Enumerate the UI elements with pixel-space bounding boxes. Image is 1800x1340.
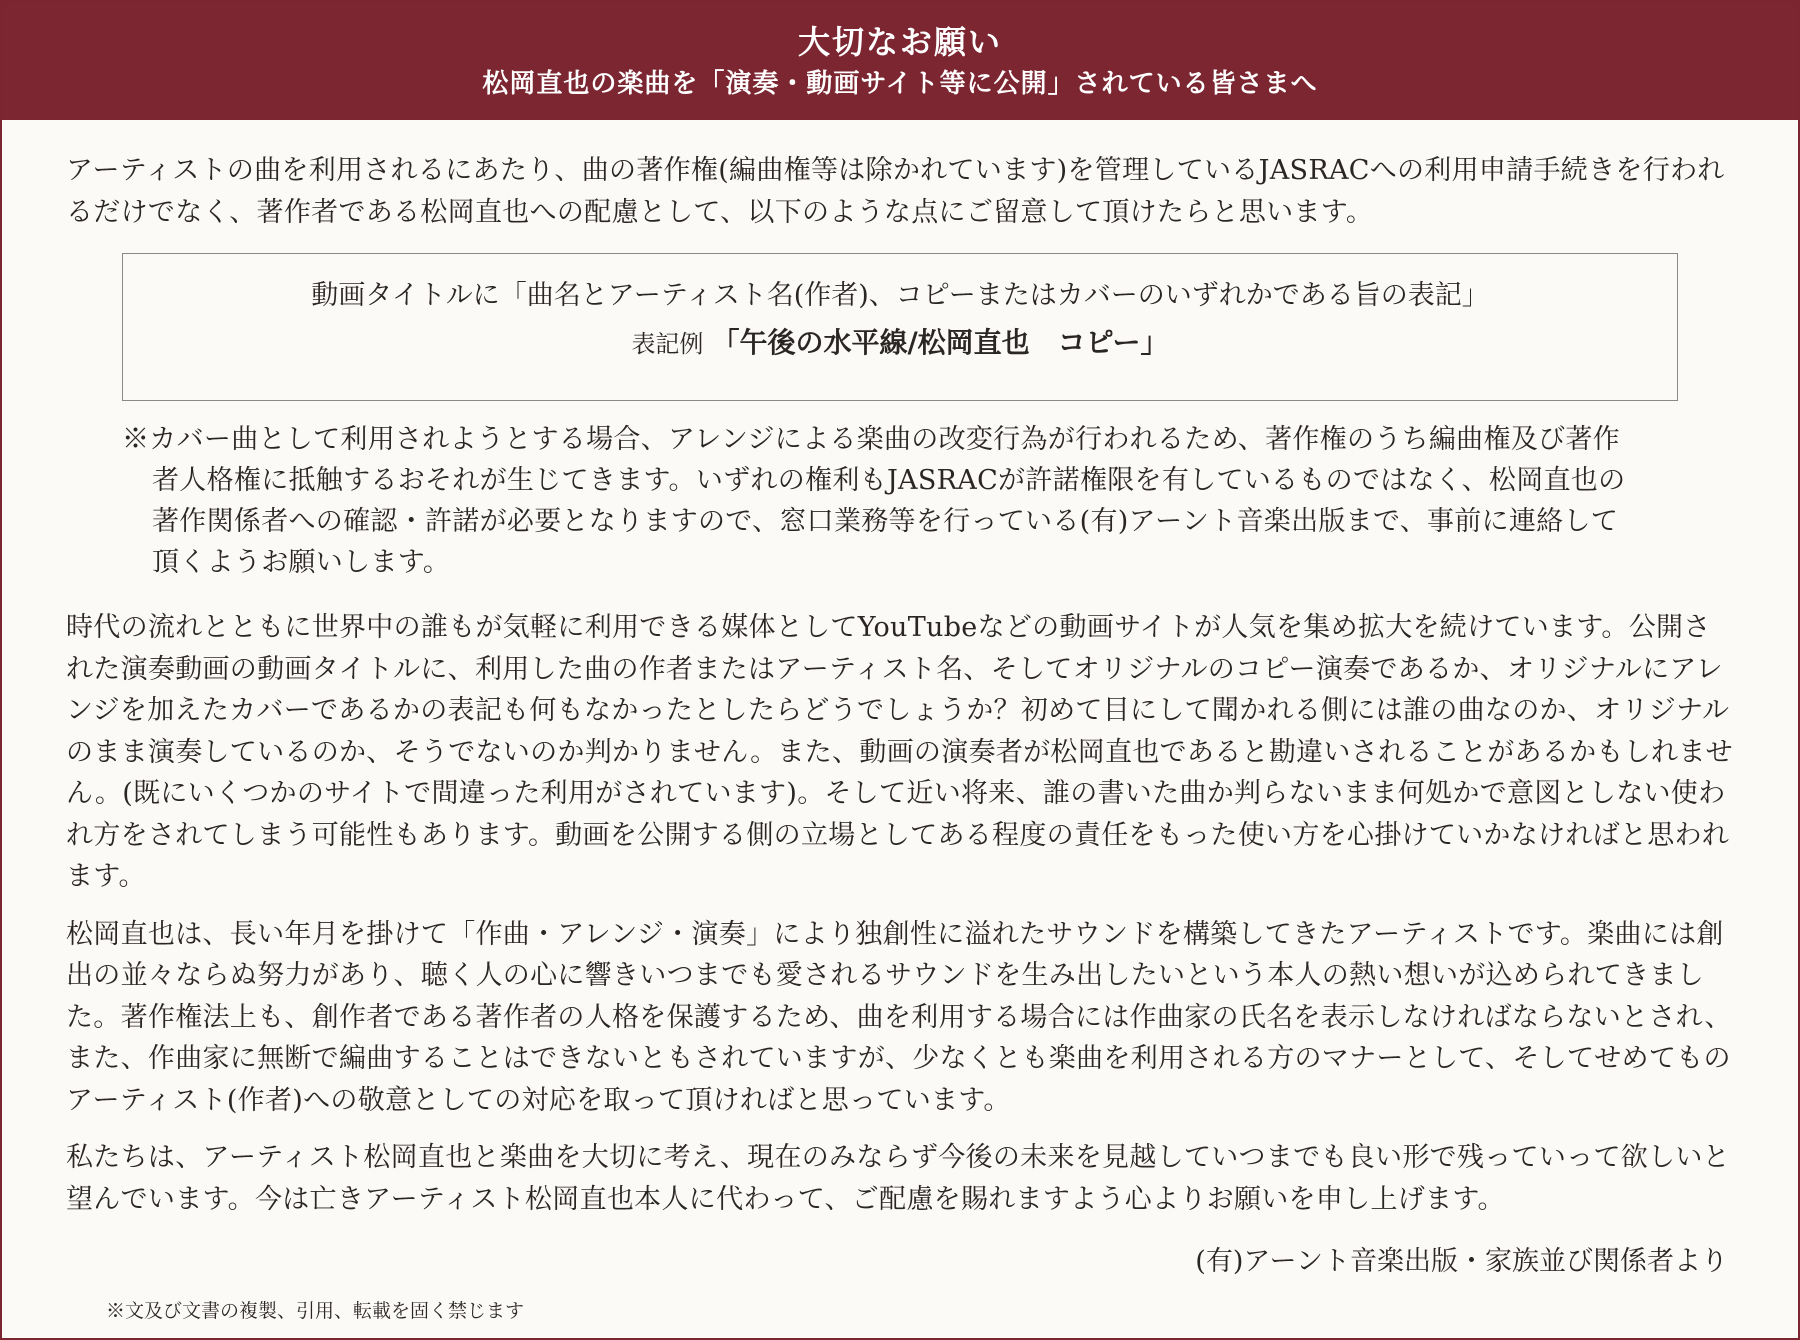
title-format-box — [122, 253, 1678, 401]
body-paragraph-1: 時代の流れとともに世界中の誰もが気軽に利用できる媒体としてYouTubeなどの動画サイトが人気を集め拡大を続けています。公開された演奏動画の動画タイトルに、利用した曲の作者またはアーティスト名、そしてオリジナルのコピー演奏であるか、オリジナルにアレンジを加えたカバーであるかの表記も何もなかったとしたらどうでしょうか？初めて目にして聞かれる側には誰の曲なのか、オリジナルのまま演奏しているのか、そうでないのか判かりません。また、動画の演奏者が松岡直也であると勘違いされることがあるかもしれません。(既にいくつかのサイトで間違った利用がされています)。そして近い将来、誰の書いた曲か判らないまま何処かで意図としない使われ方をされてしまう可能性もあります。動画を公開する側の立場としてある程度の責任をもった使い方を心掛けていかなければと思われます。 — [66, 612, 1733, 892]
cover-note-text: ※カバー曲として利用されようとする場合、アレンジによる楽曲の改変行為が行われるため、著作権のうち編曲権及び著作者人格権に抵触するおそれが生じてきます。いずれの権利もJASRACが許諾権限を有しているものではなく、松岡直也の著作関係者への確認・許諾が必要となりますので、窓口業務等を行っている(有)アーント音楽出版まで、事前に連絡して頂くようお願いします。 — [122, 424, 1626, 578]
title-format-instruction: 動画タイトルに「曲名とアーティスト名(作者)、コピーまたはカバーのいずれかである旨の表記」 — [311, 280, 1489, 311]
header-banner — [2, 2, 1798, 120]
intro-paragraph: アーティストの曲を利用されるにあたり、曲の著作権(編曲権等は除かれています)を管理しているJASRACへの利用申請手続きを行われるだけでなく、著作者である松岡直也への配慮として、以下のような点にご留意して頂けたらと思います。 — [66, 155, 1725, 228]
signature: (有)アーント音楽出版・家族並び関係者より — [1195, 1246, 1728, 1277]
example-value: 「午後の水平線/松岡直也 コピー」 — [711, 326, 1169, 359]
title-format-example — [123, 316, 1677, 371]
cover-note — [122, 419, 1722, 583]
body-paragraph-3: 私たちは、アーティスト松岡直也と楽曲を大切に考え、現在のみならず今後の未来を見越していつまでも良い形で残っていって欲しいと望んでいます。今は亡きアーティスト松岡直也本人に代わって、ご配慮を賜れますよう心よりお願いを申し上げます。 — [66, 1142, 1730, 1215]
page-subtitle: 松岡直也の楽曲を「演奏・動画サイト等に公開」されている皆さまへ — [482, 69, 1318, 99]
example-label: 表記例 — [631, 330, 704, 358]
body-paragraph-2: 松岡直也は、長い年月を掛けて「作曲・アレンジ・演奏」により独創性に溢れたサウンドを構築してきたアーティストです。楽曲には創出の並々ならぬ努力があり、聴く人の心に響きいつまでも愛されるサウンドを生み出したいという本人の熱い想いが込められてきました。著作権法上も、創作者である著作者の人格を保護するため、曲を利用する場合には作曲家の氏名を表示しなければならないとされ、また、作曲家に無断で編曲することはできないともされていますが、少なくとも楽曲を利用される方のマナーとして、そしてせめてものアーティスト(作者)への敬意としての対応を取って頂ければと思っています。 — [66, 918, 1732, 1116]
notice-body — [2, 120, 1798, 1282]
page-title: 大切なお願い — [797, 23, 1002, 61]
copyright-footnote: ※文及び文書の複製、引用、転載を固く禁じます — [106, 1300, 525, 1322]
